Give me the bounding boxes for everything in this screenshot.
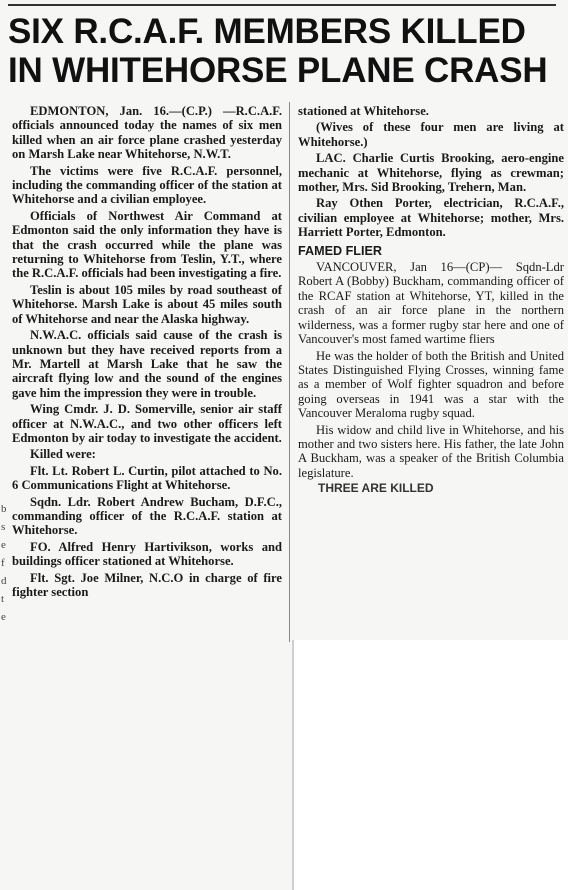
paragraph: Ray Othen Porter, electrician, R.C.A.F., civilian employee at Whitehorse; mother, Mrs. Harriett Porter, Edmonton. bbox=[298, 196, 564, 240]
paragraph: stationed at Whitehorse. bbox=[298, 104, 429, 118]
paragraph: LAC. Charlie Curtis Brooking, aero-engine mechanic at Whitehorse, flying as crewman; mother, Mrs. Sid Brooking, Trehern, Man. bbox=[298, 151, 564, 195]
headline bbox=[8, 12, 560, 90]
paragraph: His widow and child live in Whitehorse, and his mother and two sisters here. His father, the late John A Buckham, was a speaker of the British Columbia legislature. bbox=[298, 422, 564, 480]
paragraph: (Wives of these four men are living at Whitehorse.) bbox=[298, 120, 564, 149]
margin-mark: t bbox=[1, 593, 5, 605]
paragraph: Flt. Lt. Robert L. Curtin, pilot attached to No. 6 Communications Flight at Whitehorse. bbox=[12, 463, 282, 493]
cutoff-subhead bbox=[298, 482, 564, 488]
margin-marks bbox=[1, 500, 9, 626]
top-rule bbox=[8, 4, 556, 6]
column-divider bbox=[289, 102, 290, 642]
paragraph: Teslin is about 105 miles by road southeast of Whitehorse. Marsh Lake is about 45 miles south of Whitehorse and near the Alaska highway. bbox=[12, 282, 282, 326]
paragraph: The victims were five R.C.A.F. personnel, including the commanding officer of the station at Whitehorse and a civilian employee. bbox=[12, 163, 282, 207]
clipping-edge bbox=[292, 640, 294, 890]
paragraph: He was the holder of both the British and United States Distinguished Flying Crosses, winning fame as a member of Wolf fighter squadron and before going overseas in 1941 was a star with the Vancouver Meraloma rugby squad. bbox=[298, 348, 564, 421]
blank-area bbox=[292, 640, 568, 890]
headline-line-1: SIX R.C.A.F. MEMBERS KILLED bbox=[8, 12, 526, 51]
paragraph: FO. Alfred Henry Hartivikson, works and buildings officer stationed at Whitehorse. bbox=[12, 539, 282, 569]
paragraph: Flt. Sgt. Joe Milner, N.C.O in charge of fire fighter section bbox=[12, 570, 282, 599]
paragraph: Wing Cmdr. J. D. Somerville, senior air staff officer at N.W.A.C., and two other officers left Edmonton by air today to investigate the accident. bbox=[12, 402, 282, 445]
paragraph: VANCOUVER, Jan 16—(CP)— Sqdn-Ldr Robert A (Bobby) Buckham, commanding officer of the RCAF station at Whitehorse, YT, killed in the crash of an air force plane in the northern wilderness, was a former rugby star here and one of Vancouver's most famed wartime fliers bbox=[298, 260, 564, 347]
article-column-left bbox=[12, 104, 282, 601]
article-column-right bbox=[298, 104, 564, 488]
margin-mark: s bbox=[1, 521, 6, 533]
paragraph: EDMONTON, Jan. 16.—(C.P.) —R.C.A.F. officials announced today the names of six men killed when an air force plane crashed yesterday on Marsh Lake near Whitehorse, N.W.T. bbox=[12, 104, 282, 162]
subhead: FAMED FLIER bbox=[298, 243, 382, 258]
paragraph: Killed were: bbox=[30, 447, 96, 462]
paragraph: Officials of Northwest Air Command at Edmonton said the only information they have is that the crash occurred while the plane was returning to Whitehorse from Teslin, Y.T., where the R.C.A.F. officials had been investigating a fire. bbox=[12, 208, 282, 281]
margin-mark: f bbox=[1, 557, 5, 569]
margin-mark: d bbox=[1, 575, 7, 587]
margin-mark: b bbox=[1, 503, 7, 515]
margin-mark: e bbox=[1, 539, 6, 551]
margin-mark: e bbox=[1, 611, 6, 623]
paragraph: N.W.A.C. officials said cause of the crash is unknown but they have received reports from a Mr. Martell at Marsh Lake that he saw the aircraft flying low and the sound of the engines gave him the impression they were in trouble. bbox=[12, 328, 282, 400]
paragraph: Sqdn. Ldr. Robert Andrew Bucham, D.F.C., commanding officer of the R.C.A.F. station at Whitehorse. bbox=[12, 494, 282, 538]
headline-line-2: IN WHITEHORSE PLANE CRASH bbox=[8, 51, 548, 90]
